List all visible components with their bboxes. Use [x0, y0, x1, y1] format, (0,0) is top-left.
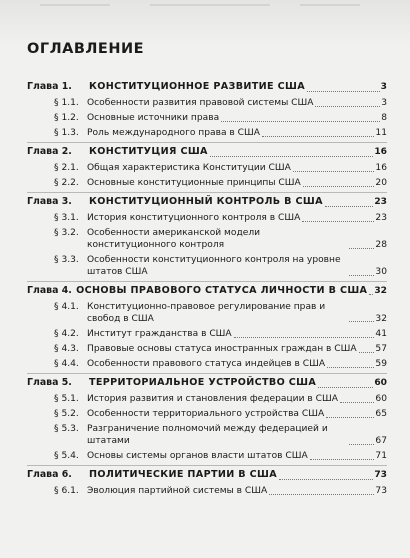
section-number: § 1.2.: [54, 113, 79, 124]
section-row[interactable]: [27, 302, 387, 326]
section-row[interactable]: [27, 486, 387, 498]
chapter-title: КОНСТИТУЦИЯ США: [89, 146, 208, 158]
page-title: ОГЛАВЛЕНИЕ: [27, 41, 145, 57]
chapter-label: Глава 4.: [27, 284, 72, 296]
section-page-number: 65: [375, 409, 387, 420]
section-page-number: 11: [375, 128, 387, 139]
dot-leader: [293, 171, 375, 172]
section-number: § 3.3.: [54, 255, 79, 266]
dot-leader: [349, 275, 374, 276]
dot-leader: [210, 156, 374, 157]
section-title: История конституционного контроля в США: [87, 213, 301, 224]
section-title: Конституционно-правовое регулирование прав и свобод в США: [87, 301, 326, 324]
section-row[interactable]: [27, 113, 387, 125]
chapter-page-number: 16: [374, 147, 387, 158]
section-title: Правовые основы статуса иностранных граждан в США: [87, 344, 357, 355]
chapter-title: ОСНОВЫ ПРАВОВОГО СТАТУСА ЛИЧНОСТИ В США: [76, 284, 368, 296]
section-row[interactable]: [27, 128, 387, 140]
dot-leader: [303, 186, 375, 187]
section-number: § 3.1.: [54, 213, 79, 224]
chapter-page-number: 60: [374, 378, 387, 389]
section-title: Особенности правового статуса индейцев в США: [87, 359, 326, 370]
chapter-separator: [27, 142, 387, 143]
chapter-title: КОНСТИТУЦИОННОЕ РАЗВИТИЕ США: [89, 81, 305, 92]
chapter-row[interactable]: [27, 80, 387, 95]
dot-leader: [349, 248, 374, 249]
section-page-number: 30: [375, 267, 387, 278]
section-page-number: 8: [381, 113, 387, 124]
section-page-number: 23: [375, 213, 387, 224]
section-row[interactable]: [27, 178, 387, 190]
section-row[interactable]: [27, 163, 387, 175]
section-page-number: 67: [375, 436, 387, 447]
chapter-row[interactable]: [27, 284, 387, 299]
chapter-page-number: 3: [380, 82, 387, 92]
table-of-contents: [27, 80, 387, 498]
chapter-separator: [27, 465, 387, 466]
dot-leader: [279, 479, 373, 480]
dot-leader: [327, 367, 374, 368]
chapter-label: Глава 6.: [27, 469, 72, 481]
section-number: § 2.2.: [54, 178, 79, 189]
section-page-number: 57: [375, 344, 387, 355]
section-row[interactable]: [27, 394, 387, 406]
section-page-number: 28: [375, 240, 387, 251]
section-row[interactable]: [27, 98, 387, 110]
section-title: Особенности развития правовой системы США: [87, 97, 314, 108]
section-number: § 4.4.: [54, 359, 79, 370]
dot-leader: [326, 417, 374, 418]
dot-leader: [349, 444, 374, 445]
section-title: Эволюция партийной системы в США: [87, 486, 268, 497]
chapter-page-number: 32: [374, 285, 387, 296]
chapter-row[interactable]: [27, 468, 387, 483]
dot-leader: [315, 106, 380, 107]
section-row[interactable]: [27, 409, 387, 421]
section-title: Основные конституционные принципы США: [87, 178, 301, 189]
section-page-number: 60: [375, 394, 387, 404]
dot-leader: [302, 221, 374, 222]
section-page-number: 3: [381, 97, 387, 108]
section-title: Общая характеристика Конституции США: [87, 163, 291, 174]
section-page-number: 71: [375, 451, 387, 462]
dot-leader: [307, 91, 380, 92]
chapter-title: ТЕРРИТОРИАЛЬНОЕ УСТРОЙСТВО США: [89, 377, 317, 389]
section-row[interactable]: [27, 255, 387, 279]
section-page-number: 73: [375, 486, 387, 497]
section-number: § 5.1.: [54, 394, 79, 404]
section-title: Разграничение полномочий между федерацией и штатами: [87, 424, 328, 447]
dot-leader: [349, 321, 374, 322]
section-title: Роль международного права в США: [87, 128, 260, 139]
section-row[interactable]: [27, 329, 387, 341]
chapter-row[interactable]: [27, 376, 387, 391]
section-title: Особенности территориального устройства США: [87, 409, 325, 420]
dot-leader: [269, 494, 374, 495]
chapter-separator: [27, 373, 387, 374]
chapter-title: КОНСТИТУЦИОННЫЙ КОНТРОЛЬ В США: [89, 196, 323, 208]
section-number: § 5.3.: [54, 424, 79, 435]
chapter-label: Глава 2.: [27, 146, 72, 158]
chapter-page-number: 23: [374, 197, 387, 208]
section-number: § 2.1.: [54, 163, 79, 174]
chapter-row[interactable]: [27, 145, 387, 160]
section-row[interactable]: [27, 344, 387, 356]
dot-leader: [221, 121, 380, 122]
chapter-row[interactable]: [27, 195, 387, 210]
dot-leader: [359, 352, 375, 353]
dot-leader: [318, 387, 373, 388]
chapter-label: Глава 5.: [27, 377, 72, 389]
section-page-number: 59: [375, 359, 387, 370]
section-row[interactable]: [27, 424, 387, 448]
section-number: § 1.1.: [54, 97, 79, 108]
section-page-number: 16: [375, 163, 387, 174]
section-number: § 4.3.: [54, 344, 79, 355]
section-row[interactable]: [27, 359, 387, 371]
section-title: Институт гражданства в США: [87, 328, 232, 339]
section-number: § 6.1.: [54, 486, 79, 497]
previous-page-bleed: [0, 0, 410, 46]
section-title: Особенности американской модели конституционного контроля: [87, 228, 261, 251]
chapter-label: Глава 3.: [27, 196, 72, 208]
section-row[interactable]: [27, 228, 387, 252]
section-title: Основные источники права: [87, 113, 220, 124]
section-page-number: 20: [375, 178, 387, 189]
section-number: § 5.2.: [54, 409, 79, 420]
section-page-number: 32: [375, 313, 387, 324]
chapter-separator: [27, 192, 387, 193]
section-number: § 3.2.: [54, 228, 79, 239]
section-number: § 5.4.: [54, 451, 79, 462]
dot-leader: [262, 136, 374, 137]
section-title: История развития и становления федерации в США: [87, 394, 338, 404]
chapter-title: ПОЛИТИЧЕСКИЕ ПАРТИИ В США: [89, 469, 278, 481]
dot-leader: [234, 337, 375, 338]
dot-leader: [369, 294, 373, 295]
dot-leader: [310, 459, 375, 460]
chapter-label: Глава 1.: [27, 81, 72, 92]
dot-leader: [340, 402, 374, 403]
section-number: § 1.3.: [54, 128, 79, 139]
section-number: § 4.1.: [54, 301, 79, 312]
chapter-separator: [27, 281, 387, 282]
section-row[interactable]: [27, 213, 387, 225]
section-page-number: 41: [375, 328, 387, 339]
section-title: Особенности конституционного контроля на уровне штатов США: [87, 255, 341, 278]
section-title: Основы системы органов власти штатов США: [87, 451, 308, 462]
chapter-page-number: 73: [374, 470, 387, 481]
section-number: § 4.2.: [54, 328, 79, 339]
dot-leader: [325, 206, 373, 207]
section-row[interactable]: [27, 451, 387, 463]
